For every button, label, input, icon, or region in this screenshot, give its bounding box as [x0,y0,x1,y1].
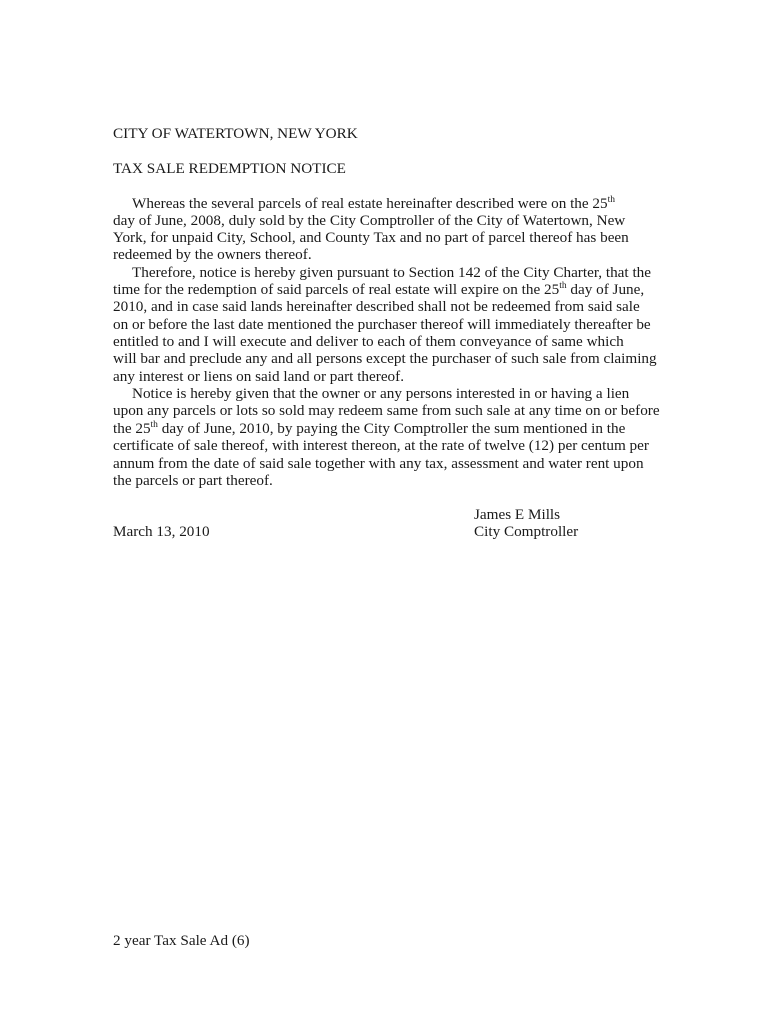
signer-title: City Comptroller [474,523,579,540]
body-line: 2010, and in case said lands hereinafter described shall not be redeemed from said sale [113,298,640,315]
body-line: will bar and preclude any and all persons except the purchaser of such sale from claiming [113,350,657,367]
body-line: annum from the date of said sale together with any tax, assessment and water rent upon [113,455,644,472]
body-line [113,420,625,437]
text-run: day of June, 2010, by paying the City Comptroller the sum mentioned in the [157,420,626,437]
signer-name: James E Mills [474,506,561,523]
text-run: day of June, [566,281,645,298]
body-line: the parcels or part thereof. [113,472,273,489]
body-line: certificate of sale thereof, with interest thereon, at the rate of twelve (12) per centum per [113,437,649,454]
ordinal-suffix: th [150,420,158,430]
body-line: redeemed by the owners thereof. [113,246,312,263]
ordinal-suffix: th [607,195,616,205]
notice-date: March 13, 2010 [113,523,210,540]
text-run: time for the redemption of said parcels of real estate will expire on the 25 [113,281,560,298]
body-line: upon any parcels or lots so sold may redeem same from such sale at any time on or before [113,402,660,419]
notice-title: TAX SALE REDEMPTION NOTICE [113,160,346,177]
body-line: Notice is hereby given that the owner or any persons interested in or having a lien [132,385,630,402]
ordinal-suffix: th [559,281,567,291]
footer-label: 2 year Tax Sale Ad (6) [113,932,250,949]
body-line [113,195,615,212]
city-heading: CITY OF WATERTOWN, NEW YORK [113,125,358,142]
body-line [113,281,644,298]
text-run: Whereas the several parcels of real estate hereinafter described were on the 25 [132,195,608,212]
body-line: entitled to and I will execute and deliver to each of them conveyance of same which [113,333,624,350]
body-line: on or before the last date mentioned the purchaser thereof will immediately thereafter be [113,316,651,333]
body-line: day of June, 2008, duly sold by the City Comptroller of the City of Watertown, New [113,212,626,229]
text-run: the 25 [113,420,151,437]
body-line: York, for unpaid City, School, and County Tax and no part of parcel thereof has been [113,229,629,246]
body-line: Therefore, notice is hereby given pursuant to Section 142 of the City Charter, that the [132,264,651,281]
body-line: any interest or liens on said land or part thereof. [113,368,405,385]
